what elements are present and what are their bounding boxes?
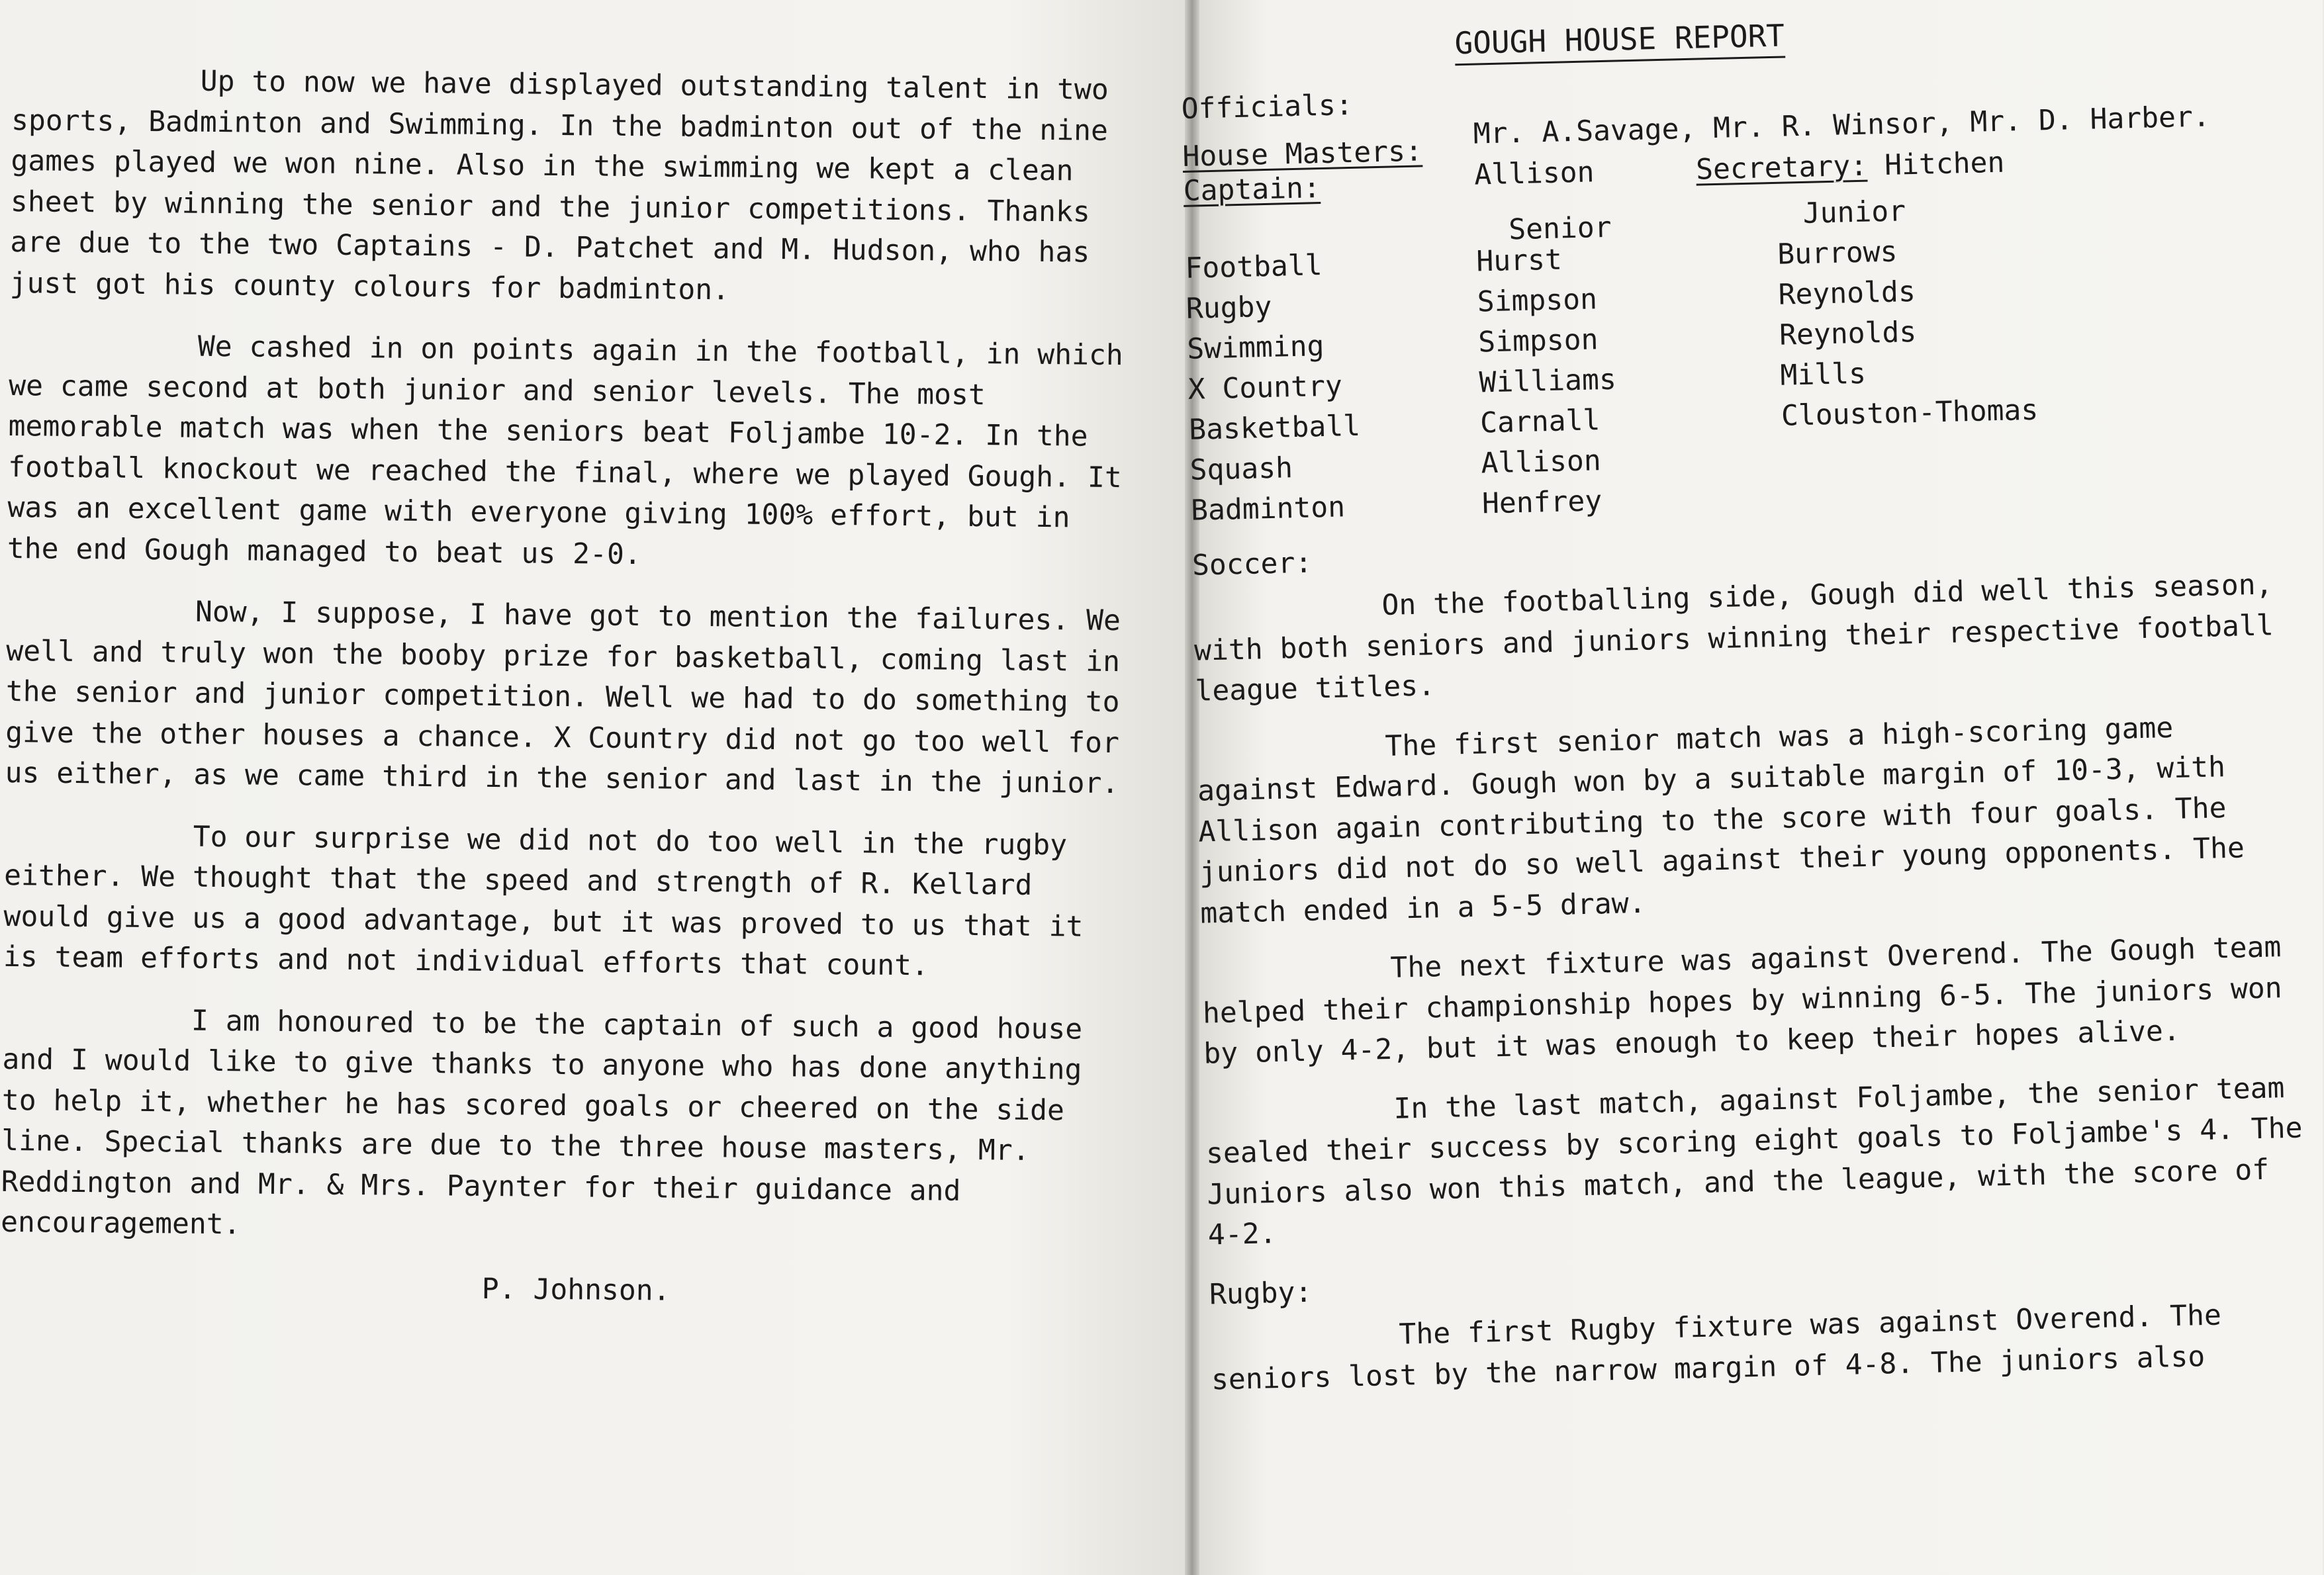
sport-cell: Squash <box>1189 451 1293 487</box>
senior-header: Senior <box>1508 210 1612 246</box>
signature: P. Johnson. <box>481 1272 671 1308</box>
paragraph: I am honoured to be the captain of such a good house and I would like to give thanks to anyone who has done anything to help it, whether he has scored goals or cheered on the side line. Special thanks are due to the three house masters, Mr. Reddington and Mr. & Mrs. Paynter for their guidance and encouragement. <box>0 1004 1100 1241</box>
officials-label: Officials: <box>1181 88 1354 126</box>
senior-cell: Henfrey <box>1481 484 1603 520</box>
junior-cell: Reynolds <box>1778 275 1916 312</box>
report-title: GOUGH HOUSE REPORT <box>1180 3 2292 70</box>
senior-cell: Hurst <box>1475 242 1563 279</box>
junior-cell: Mills <box>1779 357 1867 392</box>
sport-cell: Swimming <box>1186 329 1325 366</box>
senior-cell: Simpson <box>1477 322 1599 359</box>
paragraph: On the footballing side, Gough did well this season, with both seniors and juniors winning their respective football league titles. <box>1193 567 2292 708</box>
paragraph: In the last match, against Foljambe, the senior team sealed their success by scoring eight goals to Foljambe's 4. The Juniors also won this match, and the league, with the score of 4-2. <box>1205 1071 2320 1252</box>
soccer-heading: Soccer: <box>1191 546 1313 582</box>
secretary-value: Hitchen <box>1884 146 2005 182</box>
senior-cell: Carnall <box>1479 403 1601 439</box>
captain-label: Captain: <box>1183 171 1321 208</box>
paragraph: The next fixture was against Overend. The Gough team helped their championship hopes by winning 6-5. The juniors won by only 4-2, but it was enough to keep their hopes alive. <box>1202 930 2300 1071</box>
sport-cell: X Country <box>1187 369 1343 406</box>
secretary-label: Secretary: <box>1695 149 1868 187</box>
left-page-text <box>0 60 1140 1337</box>
senior-cell: Allison <box>1480 443 1602 480</box>
house-masters-label: House Masters: <box>1182 134 1423 173</box>
senior-cell: Williams <box>1479 363 1617 399</box>
right-page <box>1181 0 2323 1575</box>
junior-cell: Burrows <box>1777 235 1898 271</box>
paragraph: Now, I suppose, I have got to mention the failures. We well and truly won the booby prize for basketball, coming last in the senior and junior competition. Well we had to do something to give the other houses a chance. X Country did not go too well for us either, as we came third in the senior and last in the junior. <box>5 595 1139 801</box>
junior-cell: Clouston-Thomas <box>1781 393 2039 433</box>
senior-cell: Simpson <box>1477 282 1598 319</box>
sport-cell: Badminton <box>1190 490 1346 527</box>
paragraph: Up to now we have displayed outstanding talent in two sports, Badminton and Swimming. In the badminton out of the nine games played we won nine. Also in the swimming we kept a clean sheet by winning the senior and the junior competitions. Thanks are due to the two Captains - D. Patchet and M. Hudson, who has just got his county colours for badminton. <box>9 64 1126 306</box>
house-masters-value: Mr. A.Savage, Mr. R. Winsor, Mr. D. Harber. <box>1473 99 2211 151</box>
paragraph: We cashed in on points again in the football, in which we came second at both junior and senior levels. The most memorable match was when the seniors beat Foljambe 10-2. In the football knockout we reached the final, where we played Gough. It was an excellent game with everyone giving 100% effort, but in the end Gough managed to beat us 2-0. <box>7 330 1140 571</box>
junior-header: Junior <box>1802 194 1906 230</box>
paragraph: The first senior match was a high-scoring game against Edward. Gough won by a suitable margin of 10-3, with Allison again contributing to the score with four goals. The juniors did not do so well against their young opponents. The match ended in a 5-5 draw. <box>1197 710 2262 930</box>
captain-value: Allison <box>1473 155 1595 192</box>
sport-cell: Football <box>1184 248 1323 285</box>
junior-cell: Reynolds <box>1779 315 1917 352</box>
right-page-text <box>1180 3 2324 1419</box>
sport-cell: Rugby <box>1185 290 1272 326</box>
sports-captains-table <box>1184 182 2303 531</box>
sport-cell: Basketball <box>1188 409 1361 447</box>
paragraph: To our surprise we did not do too well in the rugby either. We thought that the speed and strength of R. Kellard would give us a good advantage, but it was proved to us that it is team efforts and not individual efforts that count. <box>3 820 1101 983</box>
rugby-heading: Rugby: <box>1209 1275 1313 1311</box>
paragraph: The first Rugby fixture was against Overend. The seniors lost by the narrow margin of 4-8. The juniors also <box>1211 1298 2239 1396</box>
